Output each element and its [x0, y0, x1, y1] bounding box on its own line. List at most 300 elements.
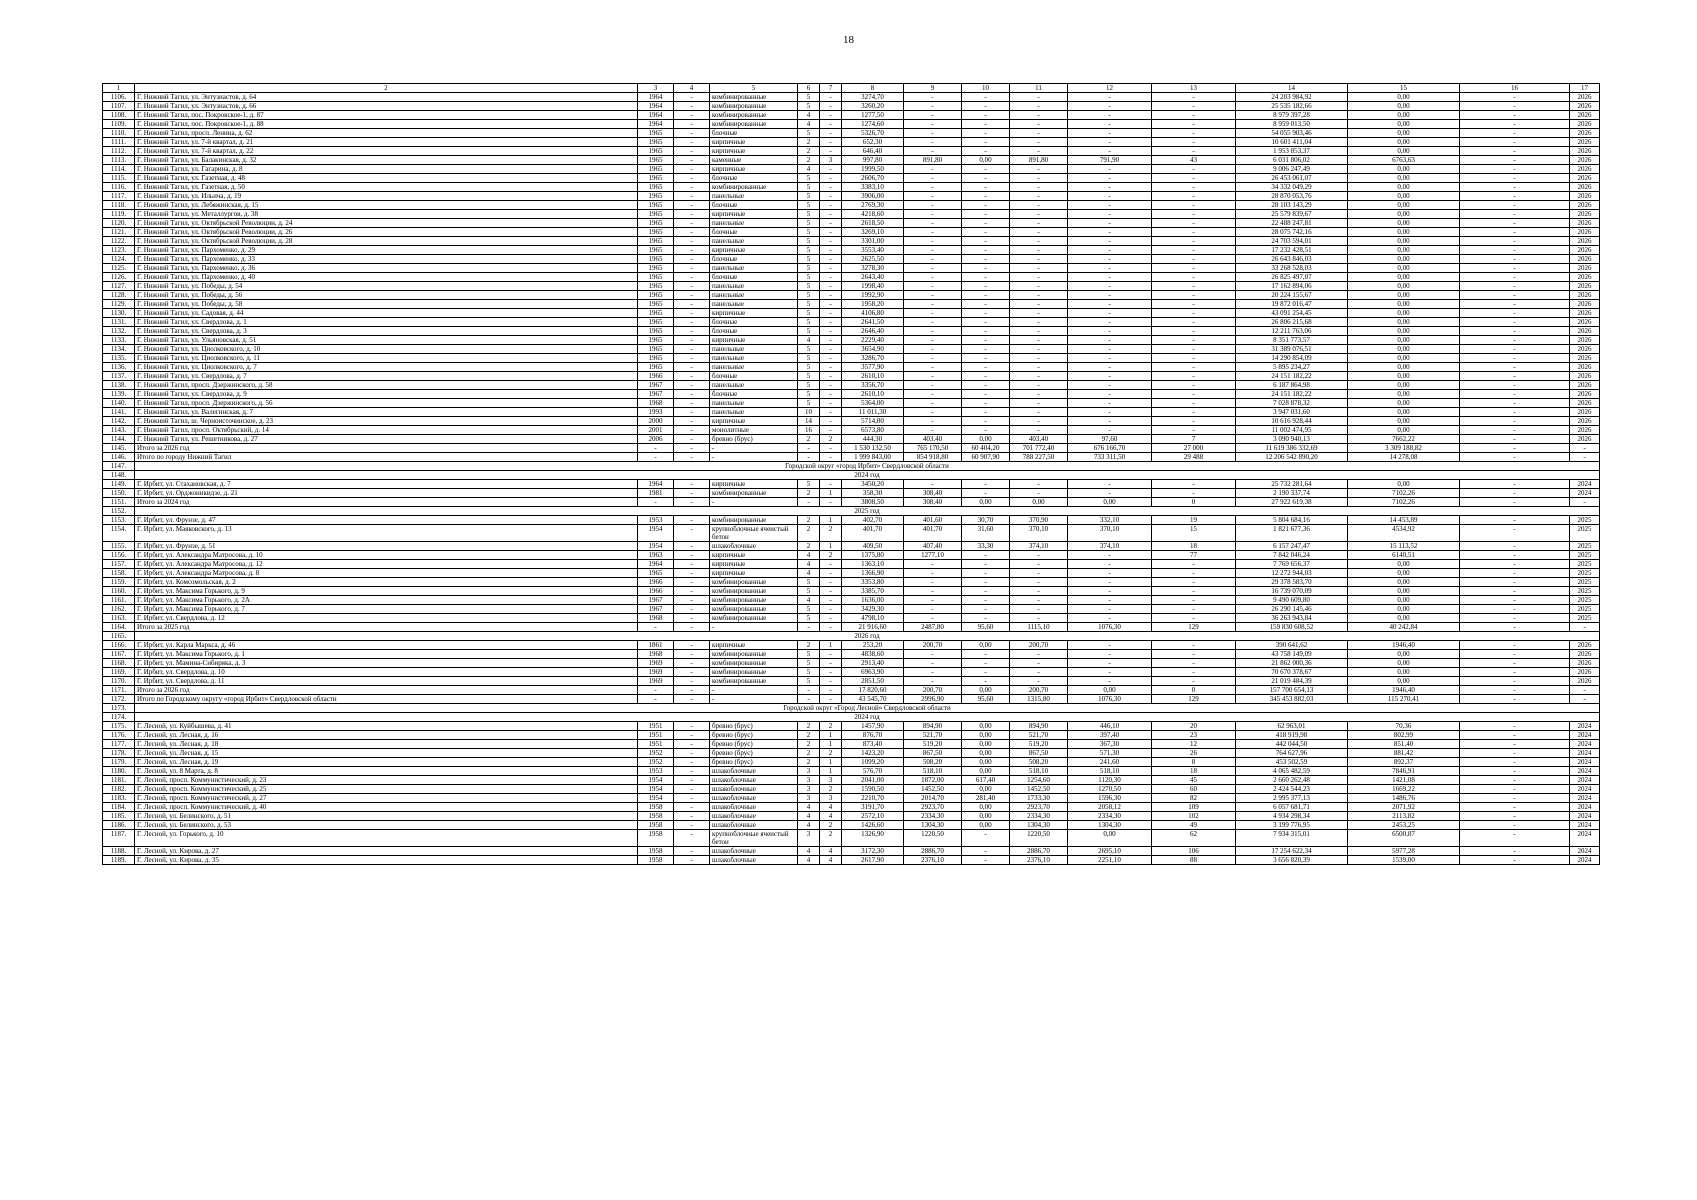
address-cell: Г. Нижний Тагил, ул. Циолковского, д. 7	[135, 363, 638, 372]
table-cell: 2025	[1570, 525, 1600, 542]
table-cell: 23	[1152, 731, 1236, 740]
table-cell: блочные	[710, 390, 798, 399]
column-header: 9	[904, 84, 962, 93]
row-number: 1161.	[103, 596, 135, 605]
table-cell: 2923,70	[904, 803, 962, 812]
table-cell: панельные	[710, 399, 798, 408]
table-row	[103, 264, 1600, 273]
table-cell: панельные	[710, 192, 798, 201]
table-cell: -	[1068, 399, 1152, 408]
table-cell: -	[1010, 102, 1068, 111]
address-cell: Г. Нижний Тагил, ул. Балакинская, д. 32	[135, 156, 638, 165]
table-cell: комбинированные	[710, 120, 798, 129]
table-cell: -	[904, 237, 962, 246]
table-cell: 1993	[638, 408, 674, 417]
table-cell: 374,10	[1068, 542, 1152, 551]
table-cell: бревно (брус)	[710, 722, 798, 731]
table-cell: 390 641,62	[1236, 641, 1348, 650]
address-cell: Г. Лесной, ул. 8 Марта, д. 8	[135, 767, 638, 776]
table-cell: 2	[798, 641, 820, 650]
table-cell: 4	[798, 803, 820, 812]
table-cell: 1964	[638, 111, 674, 120]
table-cell: -	[1010, 417, 1068, 426]
table-row	[103, 614, 1600, 623]
table-cell: -	[962, 102, 1010, 111]
address-cell: Г. Лесной, ул. Лесная, д. 15	[135, 749, 638, 758]
table-cell: 12 272 944,03	[1236, 569, 1348, 578]
table-cell: шлакоблочные	[710, 812, 798, 821]
table-cell: -	[820, 695, 842, 704]
table-cell: 0,00	[1348, 426, 1460, 435]
table-cell: -	[962, 210, 1010, 219]
table-cell: 1733,30	[1010, 794, 1068, 803]
table-cell: 1965	[638, 237, 674, 246]
table-cell: 29 488	[1152, 453, 1236, 462]
table-cell: 5326,70	[842, 129, 904, 138]
table-cell: -	[1460, 192, 1570, 201]
table-cell: -	[674, 327, 710, 336]
row-number: 1156.	[103, 551, 135, 560]
table-row	[103, 659, 1600, 668]
address-cell: Г. Нижний Тагил, ул. Валегинская, д. 7	[135, 408, 638, 417]
table-cell: -	[904, 354, 962, 363]
table-cell: панельные	[710, 264, 798, 273]
table-cell: -	[1010, 596, 1068, 605]
table-cell: -	[904, 273, 962, 282]
table-cell: 60	[1152, 785, 1236, 794]
table-cell: -	[1460, 830, 1570, 847]
row-number: 1164.	[103, 623, 135, 632]
table-cell: 2334,30	[1068, 812, 1152, 821]
table-cell: кирпичные	[710, 309, 798, 318]
table-cell: 401,60	[904, 516, 962, 525]
table-cell: -	[1010, 408, 1068, 417]
table-cell: -	[1152, 560, 1236, 569]
table-row	[103, 758, 1600, 767]
table-cell: -	[1010, 192, 1068, 201]
address-cell: Г. Нижний Тагил, пос. Покровское-1, д. 87	[135, 111, 638, 120]
table-cell: -	[1152, 605, 1236, 614]
table-cell: -	[962, 605, 1010, 614]
table-cell: 1965	[638, 354, 674, 363]
table-cell: -	[1460, 300, 1570, 309]
table-cell: 3274,70	[842, 93, 904, 102]
column-header: 17	[1570, 84, 1600, 93]
table-cell: -	[1152, 273, 1236, 282]
table-cell: -	[674, 794, 710, 803]
table-cell: -	[638, 623, 674, 632]
table-cell: комбинированные	[710, 102, 798, 111]
table-cell: -	[674, 812, 710, 821]
table-cell: 7	[1152, 435, 1236, 444]
address-cell: Г. Лесной, ул. Кирова, д. 27	[135, 847, 638, 856]
table-cell: -	[1010, 668, 1068, 677]
table-cell: -	[674, 264, 710, 273]
table-cell: -	[962, 291, 1010, 300]
table-cell: 519,20	[904, 740, 962, 749]
table-cell: -	[1460, 174, 1570, 183]
table-cell: 646,40	[842, 147, 904, 156]
table-cell: 2024	[1570, 722, 1600, 731]
table-cell: 2	[820, 551, 842, 560]
table-cell: 2026	[1570, 183, 1600, 192]
table-cell: 2026	[1570, 668, 1600, 677]
table-cell: 4	[798, 821, 820, 830]
row-number: 1150.	[103, 489, 135, 498]
table-row	[103, 165, 1600, 174]
table-cell: -	[904, 309, 962, 318]
table-cell: 2572,10	[842, 812, 904, 821]
table-row	[103, 273, 1600, 282]
table-cell: -	[962, 219, 1010, 228]
table-cell: -	[962, 677, 1010, 686]
table-cell: -	[1152, 578, 1236, 587]
table-cell: 1965	[638, 264, 674, 273]
table-cell: 4106,80	[842, 309, 904, 318]
table-cell: -	[962, 659, 1010, 668]
column-header: 16	[1460, 84, 1570, 93]
table-cell: -	[1152, 165, 1236, 174]
table-cell: 0,00	[1348, 677, 1460, 686]
table-row	[103, 776, 1600, 785]
table-cell: -	[820, 381, 842, 390]
table-cell: -	[638, 498, 674, 507]
row-number: 1183.	[103, 794, 135, 803]
address-cell: Г. Нижний Тагил, ул. Циолковского, д. 10	[135, 345, 638, 354]
table-cell: 3172,30	[842, 847, 904, 856]
table-row	[103, 183, 1600, 192]
table-cell: 0,00	[1348, 93, 1460, 102]
row-number: 1133.	[103, 336, 135, 345]
table-cell: -	[1460, 614, 1570, 623]
table-cell: -	[1460, 480, 1570, 489]
table-cell: -	[962, 587, 1010, 596]
table-cell: 5	[798, 93, 820, 102]
table-cell: -	[1460, 578, 1570, 587]
table-cell: 891,80	[1010, 156, 1068, 165]
table-cell: -	[1152, 596, 1236, 605]
register-table	[102, 83, 1600, 865]
table-cell: 0,00	[962, 812, 1010, 821]
table-cell: 3	[798, 794, 820, 803]
table-cell: -	[1460, 498, 1570, 507]
address-cell: Г. Лесной, просп. Коммунистический, д. 23	[135, 776, 638, 785]
table-cell: -	[674, 372, 710, 381]
table-cell: 4	[798, 812, 820, 821]
table-cell: 1965	[638, 165, 674, 174]
table-cell: 2923,70	[1010, 803, 1068, 812]
table-row	[103, 767, 1600, 776]
address-cell: Г. Нижний Тагил, ул. Газетная, д. 50	[135, 183, 638, 192]
table-cell: 5977,28	[1348, 847, 1460, 856]
table-cell: 0,00	[962, 156, 1010, 165]
table-cell: -	[1068, 668, 1152, 677]
table-cell: 2026	[1570, 327, 1600, 336]
address-cell: Г. Нижний Тагил, ш. Черноисточинское, д. 23	[135, 417, 638, 426]
table-cell: 40 242,84	[1348, 623, 1460, 632]
table-cell: 1958	[638, 821, 674, 830]
table-cell: -	[820, 336, 842, 345]
table-cell: 788 227,50	[1010, 453, 1068, 462]
table-cell: 402,70	[842, 516, 904, 525]
address-cell: Г. Лесной, ул. Белинского, д. 53	[135, 821, 638, 830]
table-cell: 370,90	[1010, 516, 1068, 525]
table-cell: 1965	[638, 345, 674, 354]
table-cell: 407,40	[904, 542, 962, 551]
table-cell: -	[1460, 605, 1570, 614]
table-cell: -	[962, 318, 1010, 327]
table-cell: 5	[798, 354, 820, 363]
table-cell: -	[904, 578, 962, 587]
row-number: 1109.	[103, 120, 135, 129]
table-cell: 374,10	[1010, 542, 1068, 551]
address-cell: Г. Нижний Тагил, ул. Садовая, д. 44	[135, 309, 638, 318]
table-cell: 1965	[638, 129, 674, 138]
table-cell: 5	[798, 327, 820, 336]
row-number: 1106.	[103, 93, 135, 102]
table-cell: 2024	[1570, 803, 1600, 812]
table-cell: 2886,70	[904, 847, 962, 856]
table-cell: 367,30	[1068, 740, 1152, 749]
table-cell: 5	[798, 219, 820, 228]
row-number: 1127.	[103, 282, 135, 291]
table-cell: -	[820, 498, 842, 507]
table-cell: 5	[798, 264, 820, 273]
table-cell: 2006	[638, 435, 674, 444]
table-cell: -	[962, 264, 1010, 273]
table-cell: 43 758 149,09	[1236, 650, 1348, 659]
table-cell: -	[674, 201, 710, 210]
table-cell: 2025	[1570, 587, 1600, 596]
table-cell: -	[1010, 318, 1068, 327]
column-header: 3	[638, 84, 674, 93]
table-row	[103, 623, 1600, 632]
table-cell: 4	[798, 111, 820, 120]
table-cell: -	[962, 255, 1010, 264]
address-cell: Г. Нижний Тагил, ул. Ильича, д. 19	[135, 192, 638, 201]
table-cell: 25 535 182,66	[1236, 102, 1348, 111]
table-cell: -	[904, 614, 962, 623]
table-cell: -	[1460, 147, 1570, 156]
table-row	[103, 542, 1600, 551]
table-cell: 18	[1152, 767, 1236, 776]
table-cell: -	[1068, 111, 1152, 120]
table-cell: -	[1460, 794, 1570, 803]
row-number: 1179.	[103, 758, 135, 767]
table-cell: -	[1152, 614, 1236, 623]
table-cell: 1	[820, 740, 842, 749]
table-cell: -	[904, 219, 962, 228]
table-cell: 2024	[1570, 847, 1600, 856]
table-cell: 1 953 853,37	[1236, 147, 1348, 156]
table-cell: -	[1460, 426, 1570, 435]
table-cell: -	[674, 767, 710, 776]
table-cell: -	[904, 264, 962, 273]
table-row	[103, 192, 1600, 201]
table-cell: -	[904, 129, 962, 138]
table-cell: 0,00	[962, 740, 1010, 749]
table-cell: -	[904, 300, 962, 309]
table-cell: -	[904, 255, 962, 264]
table-cell: -	[820, 228, 842, 237]
table-cell: 2026	[1570, 237, 1600, 246]
table-cell: 2	[820, 435, 842, 444]
table-cell: 6573,80	[842, 426, 904, 435]
table-cell: 3286,70	[842, 354, 904, 363]
table-row	[103, 785, 1600, 794]
table-cell: -	[1010, 560, 1068, 569]
table-cell: -	[820, 120, 842, 129]
table-cell: 442 044,50	[1236, 740, 1348, 749]
table-cell: 0,00	[1348, 192, 1460, 201]
table-cell: 508,20	[1010, 758, 1068, 767]
table-cell: 1	[820, 516, 842, 525]
table-row	[103, 551, 1600, 560]
table-cell: -	[1152, 246, 1236, 255]
table-cell: 200,70	[1010, 641, 1068, 650]
table-cell: 2025	[1570, 578, 1600, 587]
table-cell: -	[674, 219, 710, 228]
table-cell: -	[1010, 138, 1068, 147]
table-cell: -	[820, 444, 842, 453]
table-cell: -	[820, 354, 842, 363]
table-cell: 1967	[638, 596, 674, 605]
table-cell: 4	[820, 856, 842, 865]
table-cell: 2026	[1570, 363, 1600, 372]
table-cell: -	[674, 237, 710, 246]
table-cell: 2610,10	[842, 390, 904, 399]
table-cell: -	[1460, 659, 1570, 668]
table-cell: -	[1010, 282, 1068, 291]
address-cell: Г. Нижний Тагил, ул. Энтузиастов, д. 66	[135, 102, 638, 111]
table-cell: -	[1152, 309, 1236, 318]
table-cell: -	[674, 578, 710, 587]
table-cell: -	[904, 111, 962, 120]
row-number: 1128.	[103, 291, 135, 300]
table-cell: 88	[1152, 856, 1236, 865]
table-cell: комбинированные	[710, 596, 798, 605]
table-row	[103, 480, 1600, 489]
table-cell: -	[820, 165, 842, 174]
table-cell: -	[1460, 489, 1570, 498]
table-cell: -	[820, 363, 842, 372]
table-cell: -	[1460, 156, 1570, 165]
table-cell: 308,40	[904, 498, 962, 507]
table-cell: 2026	[1570, 399, 1600, 408]
table-cell: -	[820, 255, 842, 264]
table-row	[103, 695, 1600, 704]
table-cell: -	[820, 300, 842, 309]
row-number: 1181.	[103, 776, 135, 785]
table-cell: -	[638, 453, 674, 462]
table-cell: -	[1460, 273, 1570, 282]
table-cell: -	[674, 147, 710, 156]
table-cell: 26 643 846,03	[1236, 255, 1348, 264]
table-cell: 0,00	[962, 803, 1010, 812]
table-cell: 2026	[1570, 255, 1600, 264]
table-cell: -	[674, 399, 710, 408]
table-cell: 2	[798, 156, 820, 165]
table-cell: 1636,00	[842, 596, 904, 605]
table-cell: -	[1152, 93, 1236, 102]
row-number: 1113.	[103, 156, 135, 165]
table-cell: -	[1460, 740, 1570, 749]
row-number: 1160.	[103, 587, 135, 596]
table-cell: кирпичные	[710, 641, 798, 650]
table-cell: 2026	[1570, 264, 1600, 273]
table-cell: 7662,22	[1348, 435, 1460, 444]
table-cell: 0,00	[1348, 659, 1460, 668]
table-cell: 2026	[1570, 650, 1600, 659]
table-cell: -	[904, 605, 962, 614]
row-number: 1158.	[103, 569, 135, 578]
table-cell: блочные	[710, 372, 798, 381]
table-cell: 5 804 684,16	[1236, 516, 1348, 525]
table-cell: 2026	[1570, 147, 1600, 156]
table-cell: 0,00	[1348, 120, 1460, 129]
table-cell: 2024	[1570, 856, 1600, 865]
table-cell: 401,70	[842, 525, 904, 542]
table-row	[103, 354, 1600, 363]
row-number: 1146.	[103, 453, 135, 462]
table-cell: 0,00	[1348, 138, 1460, 147]
table-cell: -	[1068, 102, 1152, 111]
table-cell: -	[1010, 677, 1068, 686]
table-cell: 0,00	[1348, 246, 1460, 255]
table-cell: 5	[798, 282, 820, 291]
table-cell: 765 170,50	[904, 444, 962, 453]
table-cell: 5	[798, 372, 820, 381]
table-cell: -	[1152, 417, 1236, 426]
table-cell: -	[962, 165, 1010, 174]
table-cell: -	[674, 291, 710, 300]
table-cell: 1965	[638, 219, 674, 228]
table-cell: 24 151 182,22	[1236, 390, 1348, 399]
column-header: 4	[674, 84, 710, 93]
table-cell: панельные	[710, 237, 798, 246]
table-row	[103, 255, 1600, 264]
table-cell: 0,00	[1348, 111, 1460, 120]
table-cell: 2024	[1570, 749, 1600, 758]
table-cell: -	[1152, 147, 1236, 156]
table-cell: -	[962, 489, 1010, 498]
table-cell: 25 732 281,64	[1236, 480, 1348, 489]
table-cell: блочные	[710, 129, 798, 138]
table-cell: -	[962, 246, 1010, 255]
row-number: 1178.	[103, 749, 135, 758]
table-cell: 2000	[638, 417, 674, 426]
table-cell: 24 203 984,92	[1236, 93, 1348, 102]
table-cell: -	[674, 525, 710, 542]
table-cell: -	[674, 560, 710, 569]
table-cell: 2 190 337,74	[1236, 489, 1348, 498]
table-cell: -	[820, 282, 842, 291]
table-cell: кирпичные	[710, 246, 798, 255]
table-row	[103, 309, 1600, 318]
table-cell: -	[962, 282, 1010, 291]
table-cell: 1	[820, 767, 842, 776]
section-row	[103, 471, 1600, 480]
table-cell: 8	[1152, 758, 1236, 767]
table-cell: 0,00	[1348, 363, 1460, 372]
table-cell: -	[1010, 614, 1068, 623]
table-row	[103, 560, 1600, 569]
table-cell: -	[962, 111, 1010, 120]
table-cell: 0,00	[1348, 650, 1460, 659]
table-cell: панельные	[710, 408, 798, 417]
table-row	[103, 641, 1600, 650]
table-cell: -	[1068, 246, 1152, 255]
